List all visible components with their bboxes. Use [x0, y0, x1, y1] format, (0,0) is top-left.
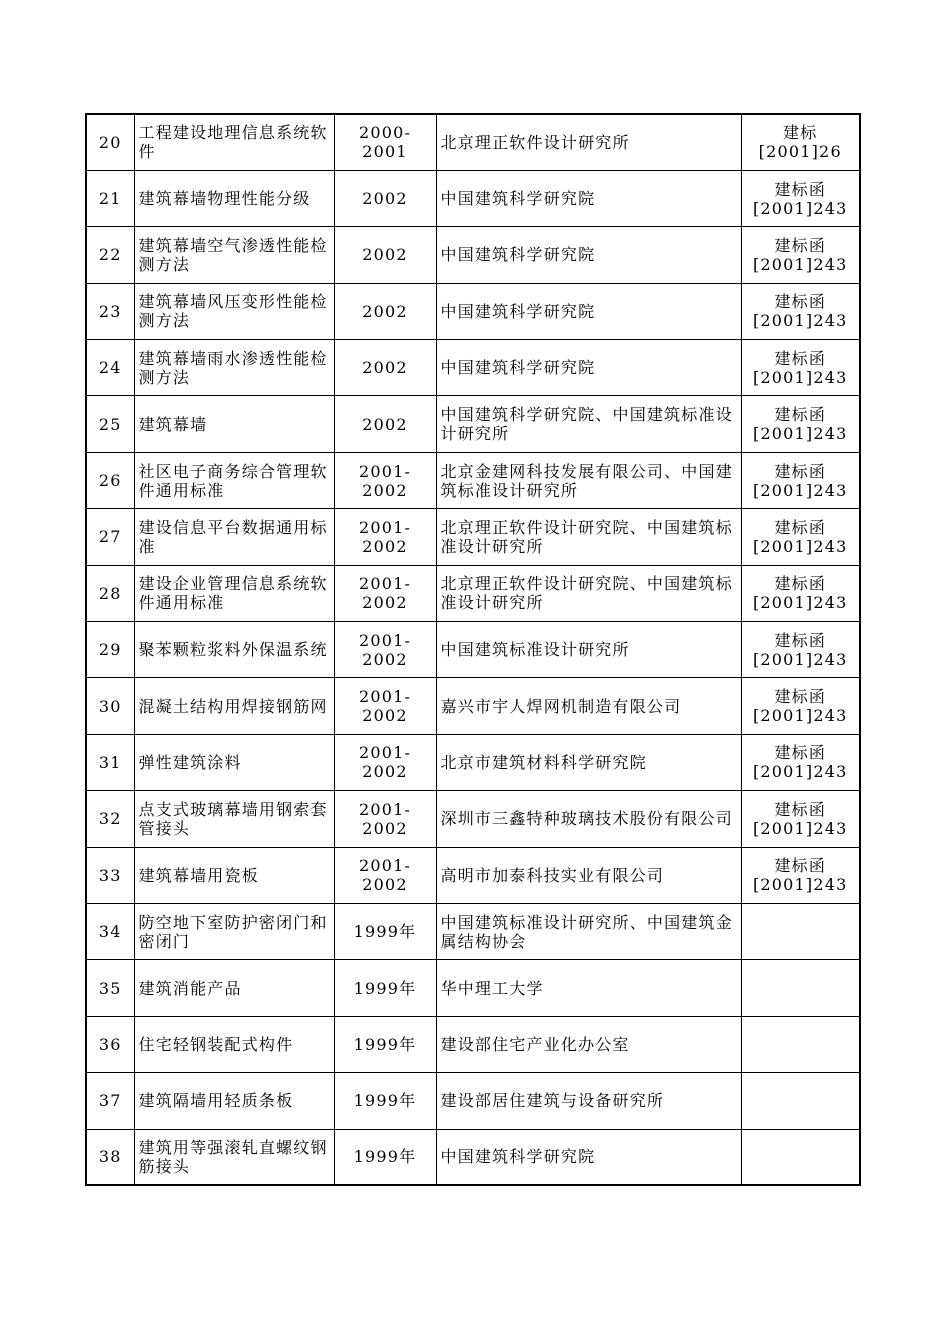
- standard-year: 1999年: [334, 1129, 436, 1185]
- document-reference-type: 建标函: [774, 179, 827, 199]
- document-reference-type: 建标函: [774, 799, 827, 819]
- responsible-organization: 中国建筑科学研究院: [436, 227, 741, 283]
- responsible-organization: 中国建筑科学研究院、中国建筑标准设计研究所: [436, 396, 741, 452]
- row-number: 36: [86, 1016, 134, 1072]
- responsible-organization: 深圳市三鑫特种玻璃技术股份有限公司: [436, 791, 741, 847]
- row-number: 30: [86, 678, 134, 734]
- row-number: 34: [86, 903, 134, 959]
- responsible-organization: 建设部住宅产业化办公室: [436, 1016, 741, 1072]
- document-reference-number: [2001]243: [752, 875, 848, 895]
- document-reference: [741, 114, 860, 170]
- table-row: [86, 170, 860, 226]
- responsible-organization: 北京理正软件设计研究院、中国建筑标准设计研究所: [436, 565, 741, 621]
- responsible-organization: 中国建筑科学研究院: [436, 283, 741, 339]
- standard-year: 2002: [334, 170, 436, 226]
- standard-year: 1999年: [334, 1016, 436, 1072]
- standard-name: 弹性建筑涂料: [134, 734, 334, 790]
- table-row: [86, 903, 860, 959]
- document-reference: [741, 1129, 860, 1185]
- table-row: [86, 791, 860, 847]
- responsible-organization: 中国建筑标准设计研究所: [436, 622, 741, 678]
- responsible-organization: 华中理工大学: [436, 960, 741, 1016]
- document-reference-type: 建标函: [774, 405, 827, 425]
- document-reference: [741, 1016, 860, 1072]
- table-row: [86, 1016, 860, 1072]
- standard-year: 2001-2002: [334, 452, 436, 508]
- standard-year: 2001-2002: [334, 565, 436, 621]
- table-row: [86, 227, 860, 283]
- responsible-organization: 中国建筑科学研究院: [436, 170, 741, 226]
- responsible-organization: 北京理正软件设计研究所: [436, 114, 741, 170]
- document-reference-type: 建标函: [774, 461, 827, 481]
- document-reference: [741, 227, 860, 283]
- document-reference: [741, 791, 860, 847]
- standard-name: 防空地下室防护密闭门和密闭门: [134, 903, 334, 959]
- responsible-organization: 北京市建筑材料科学研究院: [436, 734, 741, 790]
- document-reference-number: [2001]243: [752, 818, 848, 838]
- table-row: [86, 734, 860, 790]
- document-reference-type: 建标函: [774, 517, 827, 537]
- document-reference: [741, 283, 860, 339]
- standard-year: 2002: [334, 283, 436, 339]
- standard-year: 1999年: [334, 1073, 436, 1129]
- document-reference: [741, 847, 860, 903]
- document-reference: [741, 396, 860, 452]
- row-number: 38: [86, 1129, 134, 1185]
- table-row: [86, 565, 860, 621]
- document-reference-number: [2001]243: [752, 198, 848, 218]
- standard-year: 2001-2002: [334, 791, 436, 847]
- responsible-organization: 建设部居住建筑与设备研究所: [436, 1073, 741, 1129]
- standard-name: 住宅轻钢装配式构件: [134, 1016, 334, 1072]
- standard-year: 2001-2002: [334, 847, 436, 903]
- document-reference: [741, 622, 860, 678]
- row-number: 37: [86, 1073, 134, 1129]
- row-number: 35: [86, 960, 134, 1016]
- standard-year: 2001-2002: [334, 622, 436, 678]
- standard-name: 建筑用等强滚轧直螺纹钢筋接头: [134, 1129, 334, 1185]
- document-reference-type: 建标函: [774, 630, 827, 650]
- responsible-organization: 中国建筑标准设计研究所、中国建筑金属结构协会: [436, 903, 741, 959]
- row-number: 24: [86, 340, 134, 396]
- document-reference-number: [2001]243: [752, 536, 848, 556]
- document-reference: [741, 734, 860, 790]
- document-reference-type: 建标: [783, 123, 818, 143]
- standard-year: 2001-2002: [334, 678, 436, 734]
- row-number: 28: [86, 565, 134, 621]
- standard-name: 混凝土结构用焊接钢筋网: [134, 678, 334, 734]
- standard-name: 建筑幕墙雨水渗透性能检测方法: [134, 340, 334, 396]
- table-row: [86, 1129, 860, 1185]
- table-row: [86, 340, 860, 396]
- standard-name: 聚苯颗粒浆料外保温系统: [134, 622, 334, 678]
- standard-year: 1999年: [334, 903, 436, 959]
- document-reference-number: [2001]243: [752, 762, 848, 782]
- document-reference-number: [2001]26: [758, 142, 842, 162]
- row-number: 25: [86, 396, 134, 452]
- table-row: [86, 452, 860, 508]
- document-reference-type: 建标函: [774, 743, 827, 763]
- document-reference: [741, 452, 860, 508]
- standard-name: 建筑幕墙空气渗透性能检测方法: [134, 227, 334, 283]
- standard-year: 2002: [334, 227, 436, 283]
- standard-name: 建筑消能产品: [134, 960, 334, 1016]
- responsible-organization: 高明市加泰科技实业有限公司: [436, 847, 741, 903]
- document-reference-number: [2001]243: [752, 480, 848, 500]
- table-row: [86, 960, 860, 1016]
- document-reference: [741, 340, 860, 396]
- document-reference: [741, 565, 860, 621]
- document-reference-type: 建标函: [774, 574, 827, 594]
- row-number: 32: [86, 791, 134, 847]
- standard-year: 2002: [334, 340, 436, 396]
- standard-name: 建筑幕墙用瓷板: [134, 847, 334, 903]
- standards-table: [85, 113, 861, 1186]
- document-reference: [741, 1073, 860, 1129]
- document-reference-type: 建标函: [774, 235, 827, 255]
- document-reference-number: [2001]243: [752, 367, 848, 387]
- standard-name: 建筑幕墙风压变形性能检测方法: [134, 283, 334, 339]
- table-row: [86, 678, 860, 734]
- table-row: [86, 847, 860, 903]
- table-row: [86, 283, 860, 339]
- row-number: 21: [86, 170, 134, 226]
- row-number: 29: [86, 622, 134, 678]
- document-reference-number: [2001]243: [752, 593, 848, 613]
- table-row: [86, 622, 860, 678]
- row-number: 31: [86, 734, 134, 790]
- standard-year: 2001-2002: [334, 734, 436, 790]
- table-row: [86, 114, 860, 170]
- document-reference-number: [2001]243: [752, 311, 848, 331]
- standard-name: 建设信息平台数据通用标准: [134, 509, 334, 565]
- standard-name: 工程建设地理信息系统软件: [134, 114, 334, 170]
- document-reference: [741, 509, 860, 565]
- document-reference-type: 建标函: [774, 292, 827, 312]
- document-reference-number: [2001]243: [752, 649, 848, 669]
- standard-year: 2001-2002: [334, 509, 436, 565]
- document-reference-type: 建标函: [774, 348, 827, 368]
- row-number: 23: [86, 283, 134, 339]
- standard-name: 点支式玻璃幕墙用钢索套管接头: [134, 791, 334, 847]
- standard-year: 2000-2001: [334, 114, 436, 170]
- standard-name: 社区电子商务综合管理软件通用标准: [134, 452, 334, 508]
- responsible-organization: 嘉兴市宇人焊网机制造有限公司: [436, 678, 741, 734]
- table-row: [86, 509, 860, 565]
- document-reference-number: [2001]243: [752, 424, 848, 444]
- standard-name: 建筑幕墙物理性能分级: [134, 170, 334, 226]
- document-reference: [741, 960, 860, 1016]
- document-reference: [741, 903, 860, 959]
- standard-name: 建筑幕墙: [134, 396, 334, 452]
- responsible-organization: 北京金建网科技发展有限公司、中国建筑标准设计研究所: [436, 452, 741, 508]
- row-number: 33: [86, 847, 134, 903]
- document-reference: [741, 678, 860, 734]
- document-reference-number: [2001]243: [752, 706, 848, 726]
- responsible-organization: 中国建筑科学研究院: [436, 1129, 741, 1185]
- standard-name: 建设企业管理信息系统软件通用标准: [134, 565, 334, 621]
- row-number: 26: [86, 452, 134, 508]
- row-number: 27: [86, 509, 134, 565]
- standard-name: 建筑隔墙用轻质条板: [134, 1073, 334, 1129]
- standard-year: 1999年: [334, 960, 436, 1016]
- responsible-organization: 中国建筑科学研究院: [436, 340, 741, 396]
- row-number: 22: [86, 227, 134, 283]
- document-reference-type: 建标函: [774, 856, 827, 876]
- responsible-organization: 北京理正软件设计研究院、中国建筑标准设计研究所: [436, 509, 741, 565]
- document-reference-number: [2001]243: [752, 254, 848, 274]
- table-row: [86, 1073, 860, 1129]
- row-number: 20: [86, 114, 134, 170]
- table-body: [86, 114, 860, 1185]
- standard-year: 2002: [334, 396, 436, 452]
- document-reference: [741, 170, 860, 226]
- table-row: [86, 396, 860, 452]
- document-reference-type: 建标函: [774, 687, 827, 707]
